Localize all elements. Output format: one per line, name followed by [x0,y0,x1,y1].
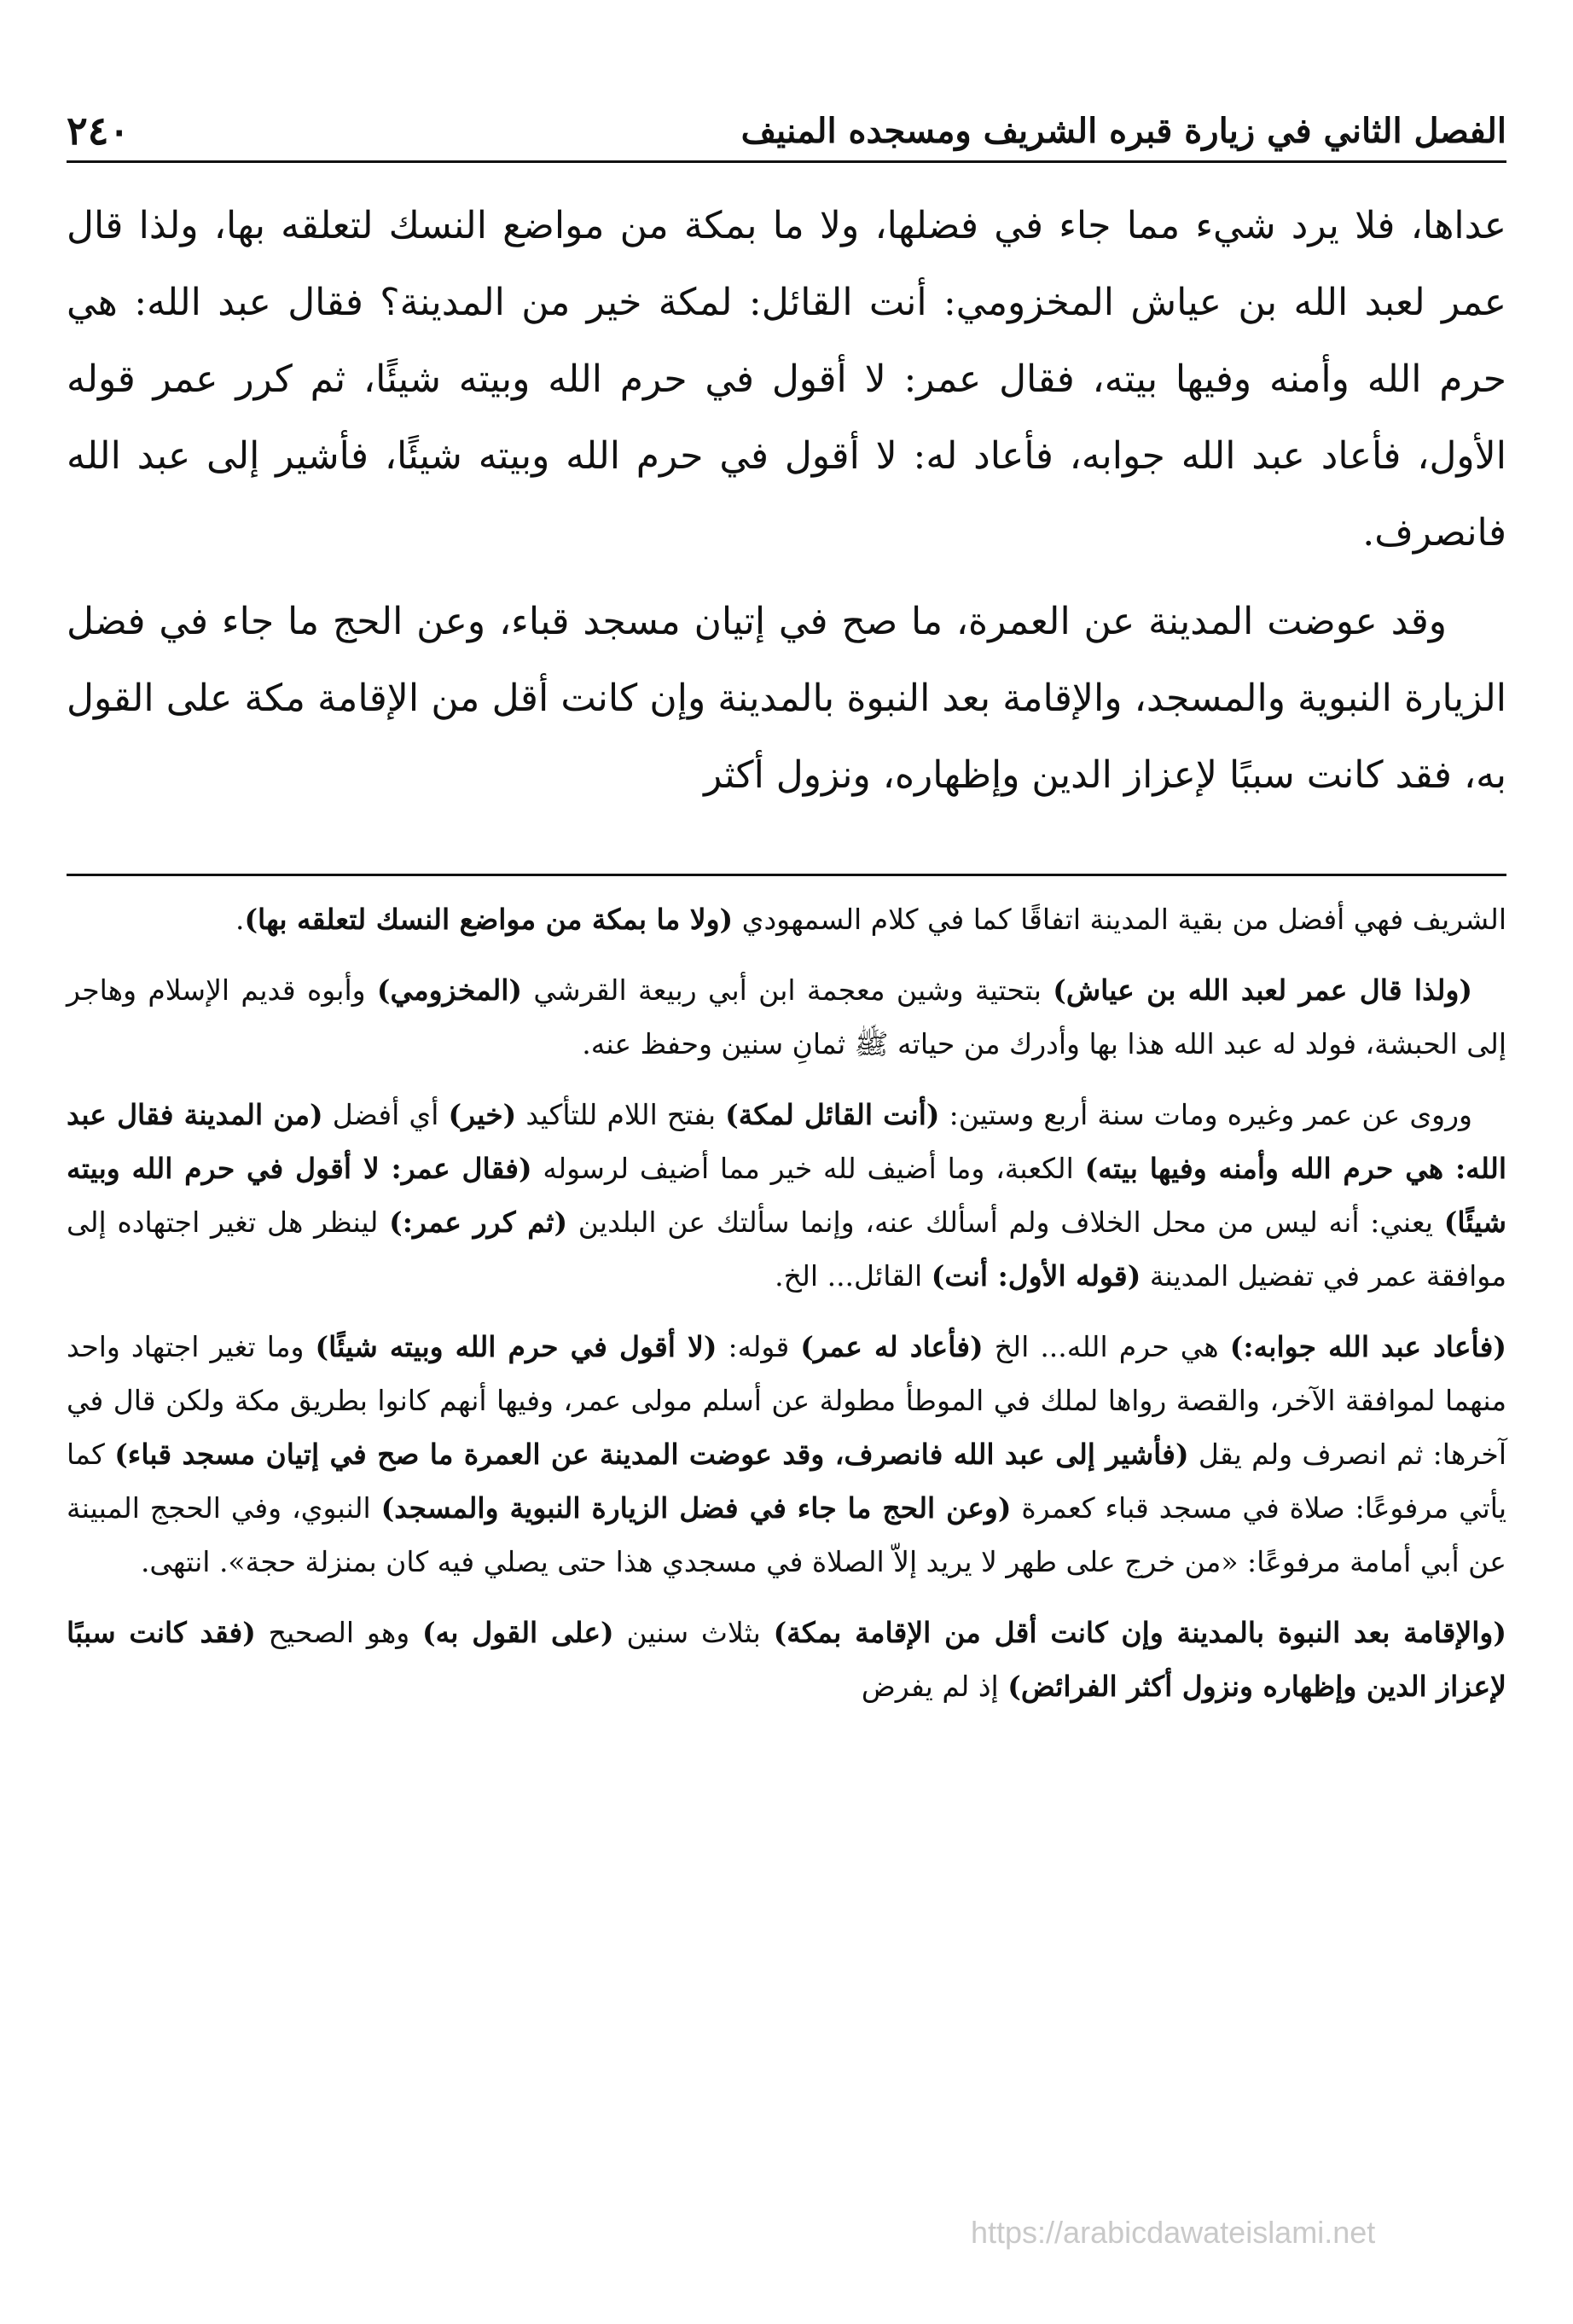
quoted-matn: (من المدينة فقال عبد الله: هي حرم الله وأمنه وفيها بيته) [67,1098,1506,1185]
quoted-matn: (على القول به) [421,1616,614,1649]
commentary-text: . [235,903,245,936]
commentary-paragraph-2 [67,963,1506,1071]
commentary-text: الكعبة، وما أضيف لله خير مما أضيف لرسوله [531,1152,1085,1185]
quoted-matn: (فقد كانت سببًا لإعزاز الدين وإظهاره ونزول أكثر الفرائض) [67,1616,1506,1703]
quoted-matn: (ولذا قال عمر لعبد الله بن عياش) [1053,973,1473,1007]
commentary-paragraph-3 [67,1088,1506,1303]
quoted-matn: (فأشير إلى عبد الله فانصرف، وقد عوضت المدينة عن العمرة ما صح في إتيان مسجد قباء) [114,1438,1189,1471]
quoted-matn: (وعن الحج ما جاء في فضل الزيارة النبوية والمسجد) [380,1491,1012,1525]
commentary-text: النبوي، وفي الحجج المبينة عن أبي أمامة مرفوعًا: «من خرج على طهر لا يريد إلاّ الصلاة في مسجدي هذا حتى يصلي فيه كان بمنزلة حجة». انتهى. [67,1491,1506,1578]
commentary-text: وروى عن عمر وغيره ومات سنة أربع وستين: [939,1098,1472,1131]
quoted-matn: (أنت القائل لمكة) [725,1098,940,1131]
commentary-paragraph-5 [67,1606,1506,1713]
commentary-text: بفتح اللام للتأكيد [516,1098,726,1131]
quoted-matn: (فأعاد عبد الله جوابه:) [1229,1330,1506,1363]
page-number: ٢٤٠ [67,107,131,154]
commentary-text: وهو الصحيح [255,1616,422,1649]
commentary-text: بثلاث سنين [613,1616,774,1649]
commentary-text: قوله: [717,1330,801,1363]
commentary-text: بتحتية وشين معجمة ابن أبي ربيعة القرشي [522,973,1054,1007]
commentary [67,892,1506,1730]
quoted-matn: (فأعاد له عمر) [800,1330,984,1363]
footnote-divider [67,874,1506,876]
main-text [67,188,1506,814]
quoted-matn: (قوله الأول: أنت) [931,1259,1141,1293]
running-header [67,101,1506,163]
commentary-paragraph-1 [67,892,1506,946]
quoted-matn: (فقال عمر: لا أقول في حرم الله وبيته شيئًا) [67,1152,1506,1239]
commentary-text: لينظر هل تغير اجتهاده إلى موافقة عمر في تفضيل المدينة [67,1206,1506,1293]
commentary-text: القائل... الخ. [775,1259,932,1293]
commentary-text: وما تغير اجتهاد واحد منهما لموافقة الآخر، والقصة رواها لملك في الموطأ مطولة عن أسلم مولى عمر، وفيها أنهم كانوا بطريق مكة ولكن قال في آخرها: ثم انصرف ولم يقل [67,1330,1506,1471]
quoted-matn: (المخزومي) [376,973,523,1007]
commentary-text: أي أفضل [322,1098,449,1131]
main-paragraph-2: وقد عوضت المدينة عن العمرة، ما صح في إتيان مسجد قباء، وعن الحج ما جاء في فضل الزيارة النبوية والمسجد، والإقامة بعد النبوة بالمدينة وإن كانت أقل من الإقامة مكة على القول به، فقد كانت سببًا لإعزاز الدين وإظهاره، ونزول أكثر [67,600,1506,797]
quoted-matn: (خير) [448,1098,517,1131]
watermark-url: https://arabicdawateislami.net [971,2215,1376,2250]
main-paragraph-1: عداها، فلا يرد شيء مما جاء في فضلها، ولا ما بمكة من مواضع النسك لتعلقه بها، ولذا قال عمر لعبد الله بن عياش المخزومي: أنت القائل: لمكة خير من المدينة؟ فقال عبد الله: هي حرم الله وأمنه وفيها بيته، فقال عمر: لا أقول في حرم الله وبيته شيئًا، ثم كرر عمر قوله الأول، فأعاد عبد الله جوابه، فأعاد له: لا أقول في حرم الله وبيته شيئًا، فأشير إلى عبد الله فانصرف. [67,204,1506,555]
commentary-text: وأبوه قديم الإسلام وهاجر إلى الحبشة، فولد له عبد الله هذا بها وأدرك من حياته ﷺ ثمانِ سنين وحفظ عنه. [67,973,1506,1060]
quoted-matn: (ولا ما بمكة من مواضع النسك لتعلقه بها) [244,903,734,936]
commentary-text: كما يأتي مرفوعًا: صلاة في مسجد قباء كعمرة [67,1438,1507,1525]
book-page [67,0,1506,2324]
quoted-matn: (لا أقول في حرم الله وبيته شيئًا) [315,1330,717,1363]
commentary-text: إذ لم يفرض [861,1670,1008,1703]
quoted-matn: (ثم كرر عمر:) [389,1206,568,1239]
chapter-title: الفصل الثاني في زيارة قبره الشريف ومسجده المنيف [740,110,1506,151]
quoted-matn: (والإقامة بعد النبوة بالمدينة وإن كانت أقل من الإقامة بمكة) [773,1616,1506,1649]
commentary-text: هي حرم الله... الخ [983,1330,1230,1363]
commentary-text: يعني: أنه ليس من محل الخلاف ولم أسألك عنه، وإنما سألتك عن البلدين [567,1206,1444,1239]
commentary-paragraph-4 [67,1320,1506,1589]
commentary-text: الشريف فهي أفضل من بقية المدينة اتفاقًا كما في كلام السمهودي [733,903,1506,936]
